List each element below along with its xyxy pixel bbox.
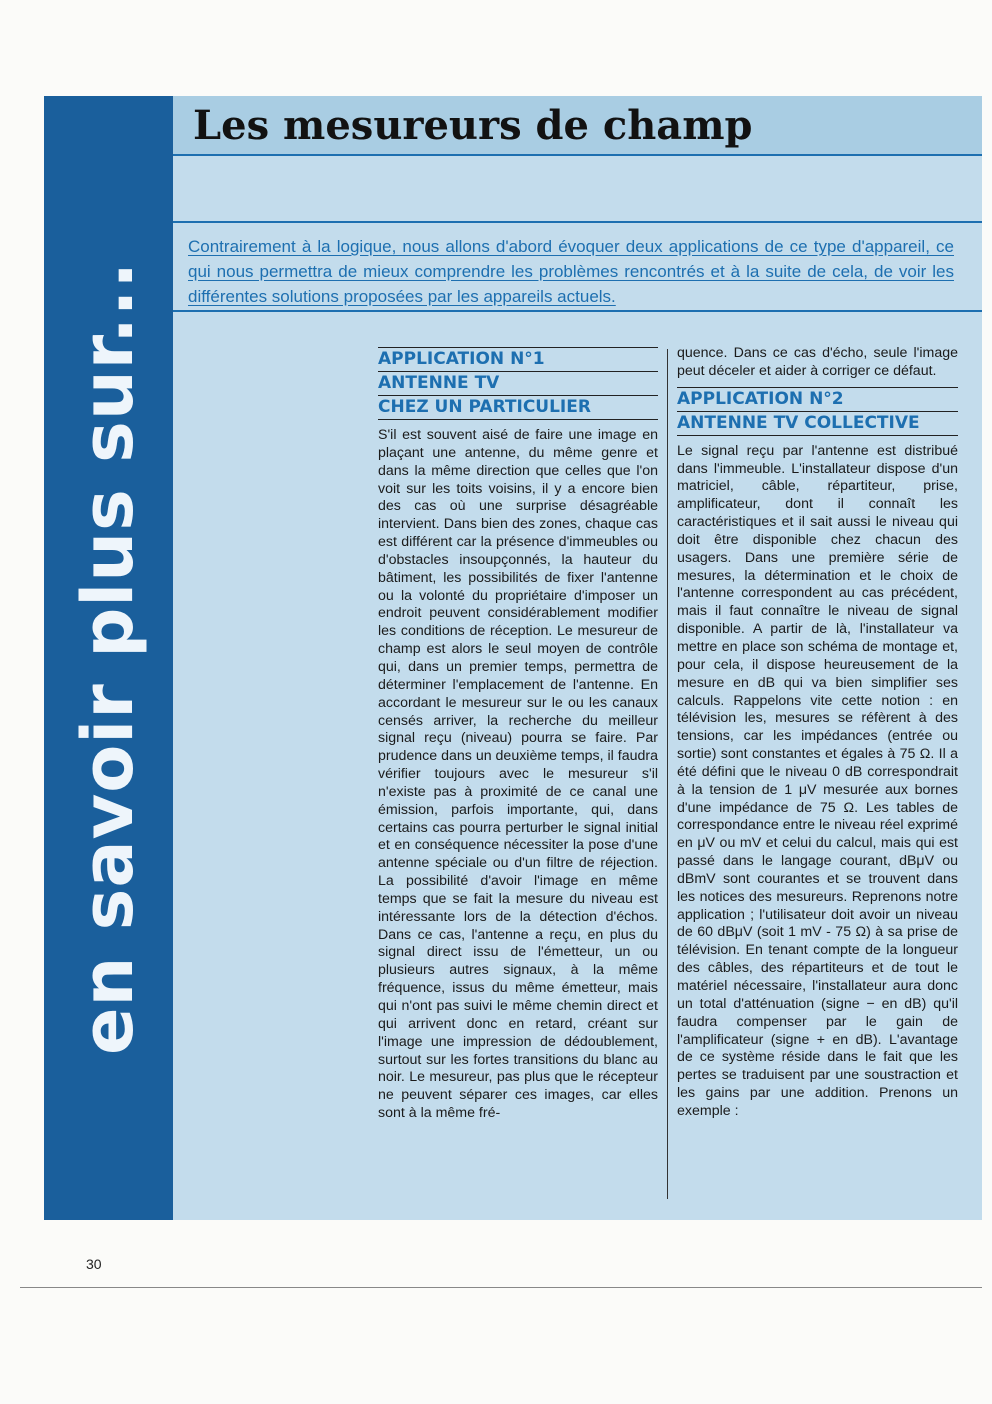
column-left	[378, 347, 658, 1123]
article-title: Les mesureurs de champ	[193, 102, 753, 149]
application1-heading-line1: APPLICATION N°1	[378, 347, 658, 372]
series-title: en savoir plus sur...	[67, 261, 149, 1055]
application2-heading-line2: ANTENNE TV COLLECTIVE	[677, 412, 958, 436]
application1-text: S'il est souvent aisé de faire une image en plaçant une antenne, du même genre et dans la même direction que celles que l'on voit sur les toits voisins, il y a encore bien des cas où une surprise désagréable intervient. Dans bien des zones, chaque cas est différent car la présence d'immeubles ou d'obstacles insoupçonnés, la hauteur du bâtiment, les possibilités de fixer l'antenne ou la volonté du propriétaire d'imposer un endroit peuvent considérablement modifier les conditions de réception. Le mesureur de champ est alors le seul moyen de contrôle qui, dans un premier temps, permettra de déterminer l'emplacement de l'antenne. En accordant le mesureur sur le ou les canaux censés arriver, la recherche du meilleur signal reçu (niveau) pourra se faire. Par prudence dans un deuxième temps, il faudra vérifier toujours avec le mesureur s'il n'existe pas à proximité de ce canal une émission, parfois importante, qui, dans certains cas pourra perturber le signal initial et en conséquence nécessiter la pose d'une antenne spéciale ou d'un filtre de réjection. La possibilité d'avoir l'image en même temps que se fait la mesure du niveau est intéressante lors de la détection d'échos. Dans ce cas, l'antenne a reçu, en plus du signal direct issu de l'émetteur, un ou plusieurs autres signaux, à la même fréquence, issus du même émetteur, mais qui n'ont pas suivi le même chemin direct et qui arrivent donc en retard, créant sur l'image une impression de dédoublement, surtout sur les fortes transitions du blanc au noir. Le mesureur, pas plus que le récepteur ne peuvent séparer ces images, car elles sont à la même fré-	[378, 427, 658, 1122]
continued-text: quence. Dans ce cas d'écho, seule l'image peut déceler et aider à corriger ce défaut.	[677, 345, 958, 379]
application2-text: Le signal reçu par l'antenne est distribué dans l'immeuble. L'installateur dispose d'un matriciel, câble, répartiteur, prise, amplificateur, dont il connaît les caractéristiques et il sait aussi le niveau qui doit être disponible chez chacun des usagers. Dans une première série de mesures, la détermination et le choix de l'antenne correspondent au cas précédent, mais il faut connaître le niveau de signal disponible. A partir de là, l'installateur va mettre en place son schéma de montage et, pour cela, il dispose heureusement de la mesure en dB qui va bien simplifier ses calculs. Rappelons vite cette notion : en télévision les, mesures se réfèrent à des tensions, car les impédances (entrée ou sortie) sont constantes et égales à 75 Ω. Il a été défini que le niveau 0 dB correspondrait à la tension de 1 μV mesurée aux bornes d'une impédance de 75 Ω. Les tables de correspondance entre le niveau réel exprimé en μV ou mV et celui du calcul, mais qui est passé dans le langage courant, dBμV ou dBmV sont courantes et se trouvent dans les notices des mesureurs. Reprenons notre application ; l'utilisateur doit avoir un niveau de 60 dBμV (soit 1 mV - 75 Ω) à sa prise de télévision. En tenant compte de la longueur des câbles, des répartiteurs et de tout le matériel nécessaire, l'installateur aura donc un total d'atténuation (signe − en dB) qu'il faudra compenser par le gain de l'amplificateur (signe + en dB). L'avantage de ce système réside dans le fait que les pertes se traduisent par une soustraction et les gains par une addition. Prenons un exemple :	[677, 442, 958, 1119]
application1-heading-line3: CHEZ UN PARTICULIER	[378, 396, 658, 420]
title-bar	[173, 96, 982, 156]
intro-divider	[173, 310, 982, 312]
page-number: 30	[86, 1256, 102, 1272]
application1-heading-line2: ANTENNE TV	[378, 372, 658, 396]
intro-paragraph: Contrairement à la logique, nous allons d'abord évoquer deux applications de ce type d'appareil, ce qui nous permettra de mieux comprendre les problèmes rencontrés et à la suite de cela, de voir les différentes solutions proposées par les appareils actuels.	[188, 237, 954, 306]
column-right	[677, 345, 958, 1121]
application2-heading-line1: APPLICATION N°2	[677, 387, 958, 412]
footer-divider	[20, 1287, 982, 1288]
column-divider	[667, 349, 668, 1199]
header-divider	[173, 221, 982, 223]
